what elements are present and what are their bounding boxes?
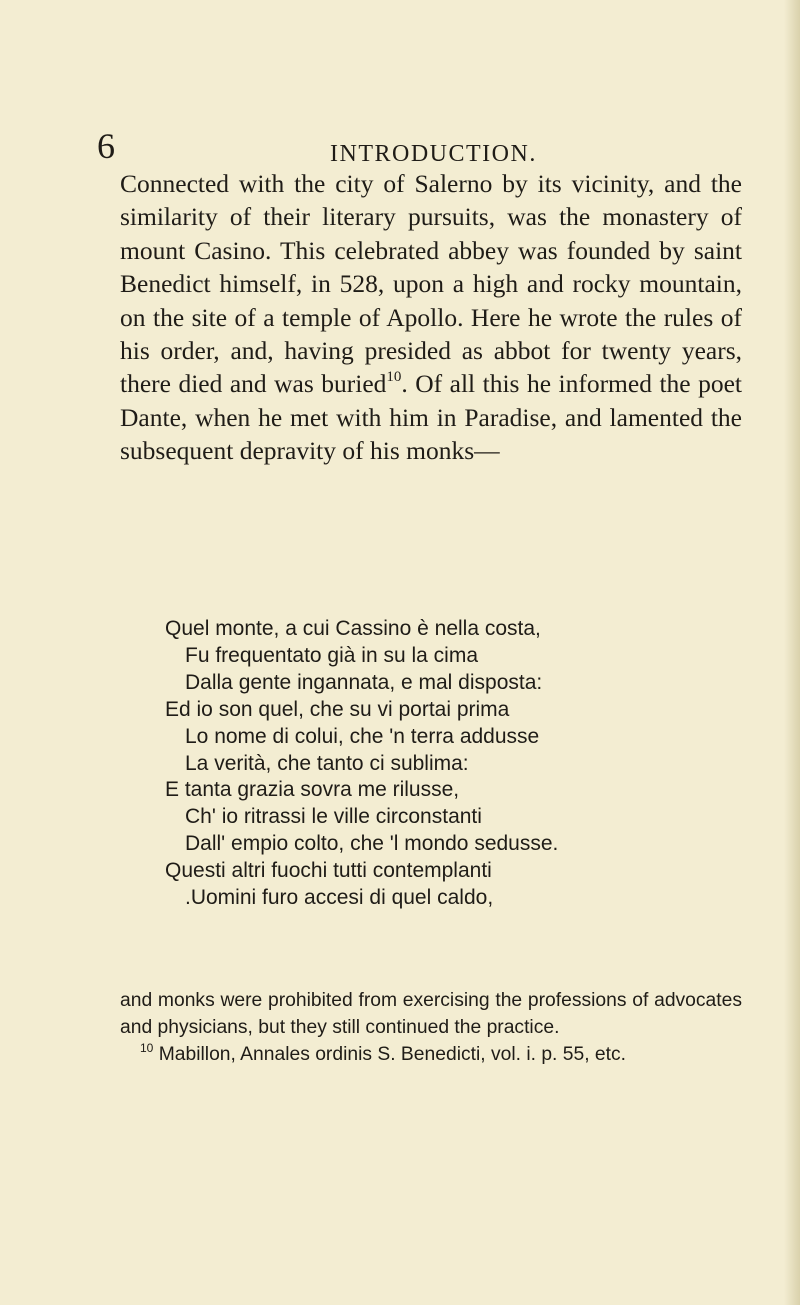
page-edge-shadow: [784, 0, 800, 1305]
footnote-continuation: and monks were prohibited from exercising the professions of advocates and physicians, but they still continued the practice.: [120, 990, 742, 1038]
verse-line: Ch' io ritrassi le ville circonstanti: [185, 805, 482, 829]
verse-line: Lo nome di colui, che 'n terra addusse: [185, 724, 540, 748]
page-number: 6: [97, 126, 115, 166]
verse-line: Ed io son quel, che su vi portai prima: [165, 697, 510, 721]
footnote-reference[interactable]: 10: [386, 369, 402, 386]
verse-line: La verità, che tanto ci sublima:: [185, 751, 469, 775]
footnote-number: 10: [140, 1041, 154, 1055]
verse-line: .Uomini furo accesi di quel caldo,: [185, 886, 494, 910]
running-head: INTRODUCTION.: [330, 141, 537, 167]
footnote-10: [120, 1041, 742, 1068]
verse-line: Fu frequentato già in su la cima: [185, 643, 478, 667]
footnote-text: Mabillon, Annales ordinis S. Benedicti, vol. i. p. 55, etc.: [153, 1044, 627, 1065]
verse-line: Dall' empio colto, che 'l mondo sedusse.: [185, 832, 559, 856]
verse-line: Dalla gente ingannata, e mal disposta:: [185, 670, 543, 694]
verse-quotation: [165, 616, 558, 912]
verse-line: E tanta grazia sovra me rilusse,: [165, 778, 460, 802]
verse-line: Quel monte, a cui Cassino è nella costa,: [165, 617, 541, 640]
body-paragraph: [120, 167, 742, 468]
body-text-before-note: Connected with the city of Salerno by its vicinity, and the similarity of their literary pursuits, was the monastery of mount Casino. This celebrated abbey was founded by saint Benedict himself, in 528, upon a high and rocky mountain, on the site of a temple of Apollo. Here he wrote the rules of his order, and, having presided as abbot for twenty years, there died and was buried: [120, 169, 742, 399]
body-text-after-note: . Of all this he informed the poet Dante, when he met with him in Paradise, and lamented the subsequent depravity of his monks—: [120, 369, 742, 466]
verse-line: Questi altri fuochi tutti contemplanti: [165, 859, 492, 883]
